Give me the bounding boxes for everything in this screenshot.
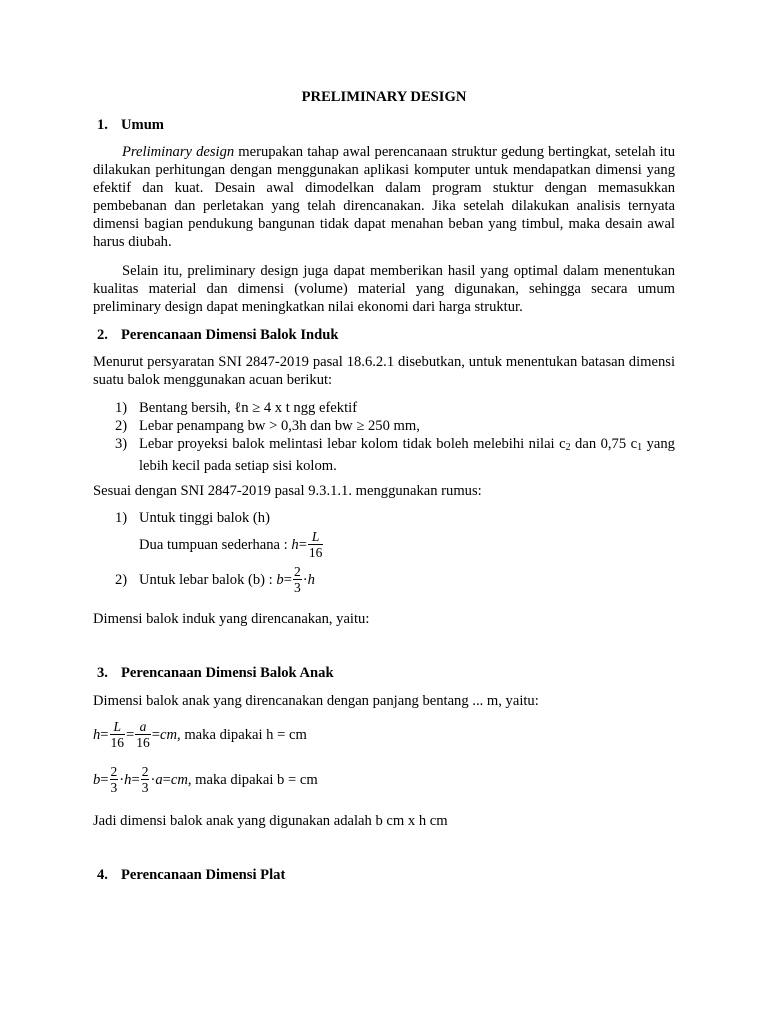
- section-number: 2.: [97, 327, 108, 343]
- fraction: $\frac{L}{16}$: [308, 529, 323, 560]
- fraction: $\frac{2}{3}$: [110, 764, 118, 795]
- formula-balok-anak-b: b= $\frac{2}{3}$ ·h= $\frac{2}{3}$ ·a=cm, maka dipakai b = cm: [93, 764, 318, 795]
- list-item: 2) Lebar penampang bw > 0,3h dan bw ≥ 250 mm,: [115, 418, 420, 434]
- paragraph-text: merupakan tahap awal perencanaan struktur gedung bertingkat, setelah itu dilakukan perhitungan dengan menggunakan aplikasi komputer untuk mendapatkan dimensi yang efektif dan kuat. Desain awal dimodelkan dalam program stuktur dengan memasukkan pembebanan dan perletakan yang telah direncanakan. Jika setelah dilakukan analisis ternyata dimensi bagian pendukung bangunan tidak dapat menahan beban yang timbul, maka desain awal harus diubah.: [93, 144, 675, 250]
- paragraph-umum-1: [93, 143, 675, 251]
- section-title: Umum: [121, 117, 164, 133]
- section-number: 1.: [97, 117, 108, 133]
- fraction: $\frac{L}{16}$: [110, 719, 125, 750]
- section-heading-plat: [97, 866, 285, 884]
- paragraph-balok-anak-2: Jadi dimensi balok anak yang digunakan adalah b cm x h cm: [93, 813, 448, 829]
- section-title: Perencanaan Dimensi Balok Anak: [121, 665, 334, 681]
- list-item: 1) Bentang bersih, ℓn ≥ 4 x t ngg efektif: [115, 400, 358, 416]
- fraction: $\frac{2}{3}$: [141, 764, 149, 795]
- fraction: $\frac{2}{3}$: [293, 564, 301, 595]
- section-title: Perencanaan Dimensi Balok Induk: [121, 327, 339, 343]
- paragraph-umum-2: Selain itu, preliminary design juga dapat memberikan hasil yang optimal dalam menentukan kualitas material dan dimensi (volume) material yang digunakan, sehingga secara umum preliminary design dapat meningkatkan nilai ekonomi dari harga struktur.: [93, 263, 675, 315]
- paragraph-balok-anak-1: Dimensi balok anak yang direncanakan dengan panjang bentang ... m, yaitu:: [93, 693, 539, 709]
- section-heading-balok-anak: [97, 664, 334, 682]
- paragraph-balok-induk-1: Menurut persyaratan SNI 2847-2019 pasal 18.6.2.1 disebutkan, untuk menentukan batasan dimensi suatu balok menggunakan acuan berikut:: [93, 354, 675, 388]
- section-title: Perencanaan Dimensi Plat: [121, 867, 286, 883]
- page-title: PRELIMINARY DESIGN: [301, 89, 467, 105]
- requirements-list: [115, 399, 675, 475]
- emphasis-text: Preliminary design: [122, 144, 235, 160]
- list-item: 1) Untuk tinggi balok (h): [115, 510, 270, 526]
- section-heading-umum: [97, 116, 164, 134]
- section-number: 4.: [97, 867, 108, 883]
- formula-height: Dua tumpuan sederhana : h= $\frac{L}{16}$: [139, 529, 323, 560]
- list-item: 3) Lebar proyeksi balok melintasi lebar kolom tidak boleh melebihi nilai $c_2$ dan 0,75 $c_1$ yang lebih kecil pada setiap sisi kolom.: [115, 436, 675, 474]
- formula-balok-anak-h: h= $\frac{L}{16}$ = $\frac{a}{16}$ =cm, maka dipakai h = cm: [93, 719, 307, 750]
- formula-width: 2) Untuk lebar balok (b) : b= $\frac{2}{3}$ ·h: [115, 564, 315, 595]
- section-heading-balok-induk: [97, 326, 338, 344]
- section-number: 3.: [97, 665, 108, 681]
- document-page: [93, 0, 675, 1024]
- paragraph-balok-induk-2: Sesuai dengan SNI 2847-2019 pasal 9.3.1.1. menggunakan rumus:: [93, 483, 482, 499]
- paragraph-balok-induk-3: Dimensi balok induk yang direncanakan, yaitu:: [93, 611, 370, 627]
- formula-list: [115, 509, 675, 527]
- fraction: $\frac{a}{16}$: [136, 719, 150, 750]
